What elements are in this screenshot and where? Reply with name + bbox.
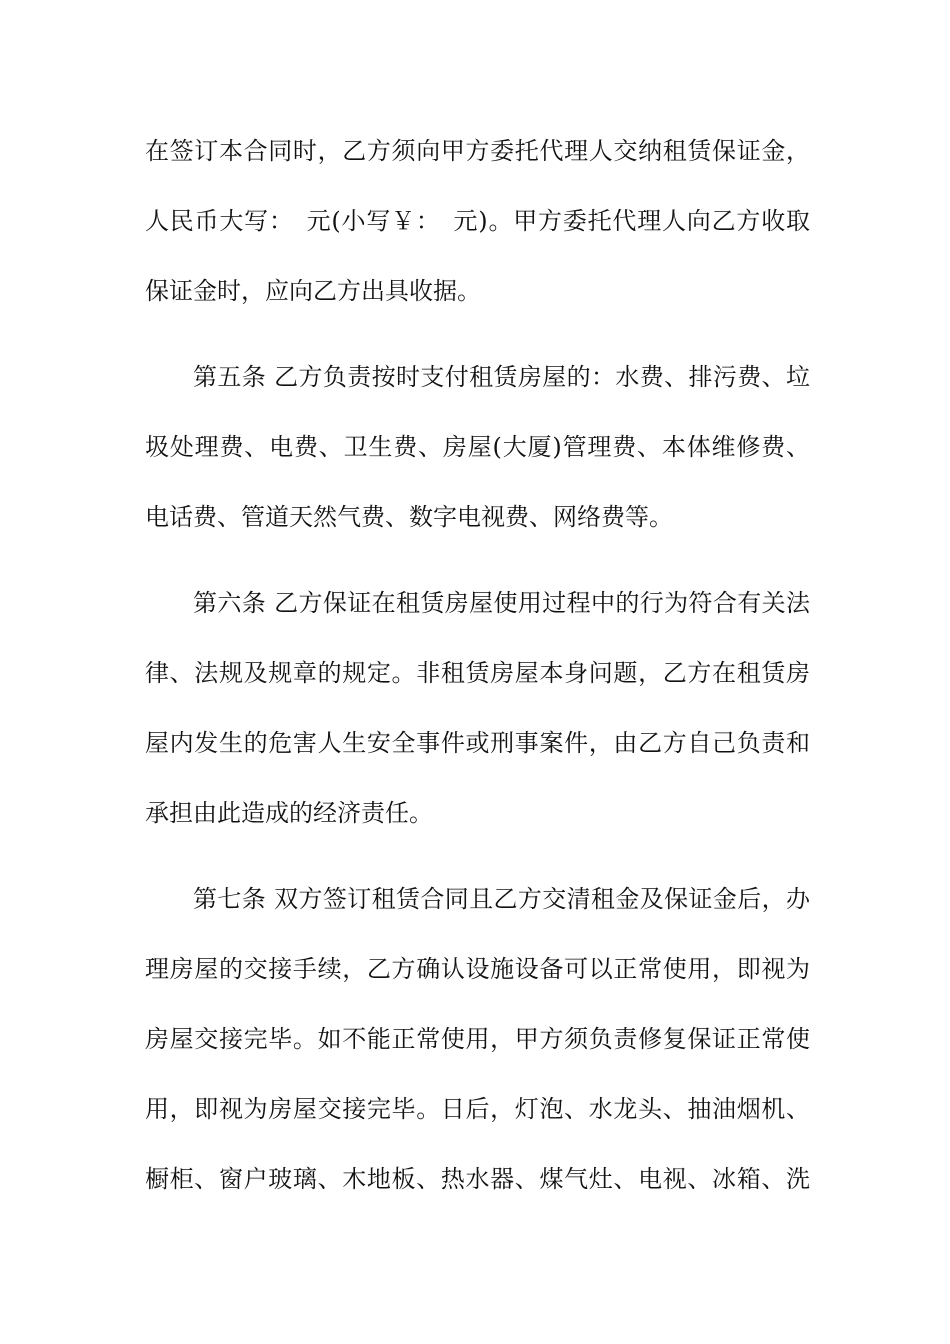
text-line: 理房屋的交接手续，乙方确认设施设备可以正常使用，即视为	[145, 955, 810, 983]
text-line: 第五条 乙方负责按时支付租赁房屋的：水费、排污费、垃	[193, 363, 810, 391]
text-line: 橱柜、窗户玻璃、木地板、热水器、煤气灶、电视、冰箱、洗	[145, 1165, 810, 1193]
text-line: 第七条 双方签订租赁合同且乙方交清租金及保证金后，办	[193, 885, 810, 913]
text-line: 人民币大写： 元(小写￥： 元)。甲方委托代理人向乙方收取	[145, 207, 810, 235]
text-line: 房屋交接完毕。如不能正常使用，甲方须负责修复保证正常使	[145, 1025, 810, 1053]
text-line: 电话费、管道天然气费、数字电视费、网络费等。	[145, 503, 673, 531]
text-line: 第六条 乙方保证在租赁房屋使用过程中的行为符合有关法	[193, 589, 810, 617]
text-line: 保证金时，应向乙方出具收据。	[145, 277, 481, 305]
text-line: 用，即视为房屋交接完毕。日后，灯泡、水龙头、抽油烟机、	[145, 1095, 810, 1123]
text-line: 律、法规及规章的规定。非租赁房屋本身问题，乙方在租赁房	[145, 659, 810, 687]
text-line: 屋内发生的危害人生安全事件或刑事案件，由乙方自己负责和	[145, 729, 810, 757]
text-line: 承担由此造成的经济责任。	[145, 799, 433, 827]
text-line: 圾处理费、电费、卫生费、房屋(大厦)管理费、本体维修费、	[145, 433, 810, 461]
text-line: 在签订本合同时，乙方须向甲方委托代理人交纳租赁保证金，	[145, 137, 810, 165]
